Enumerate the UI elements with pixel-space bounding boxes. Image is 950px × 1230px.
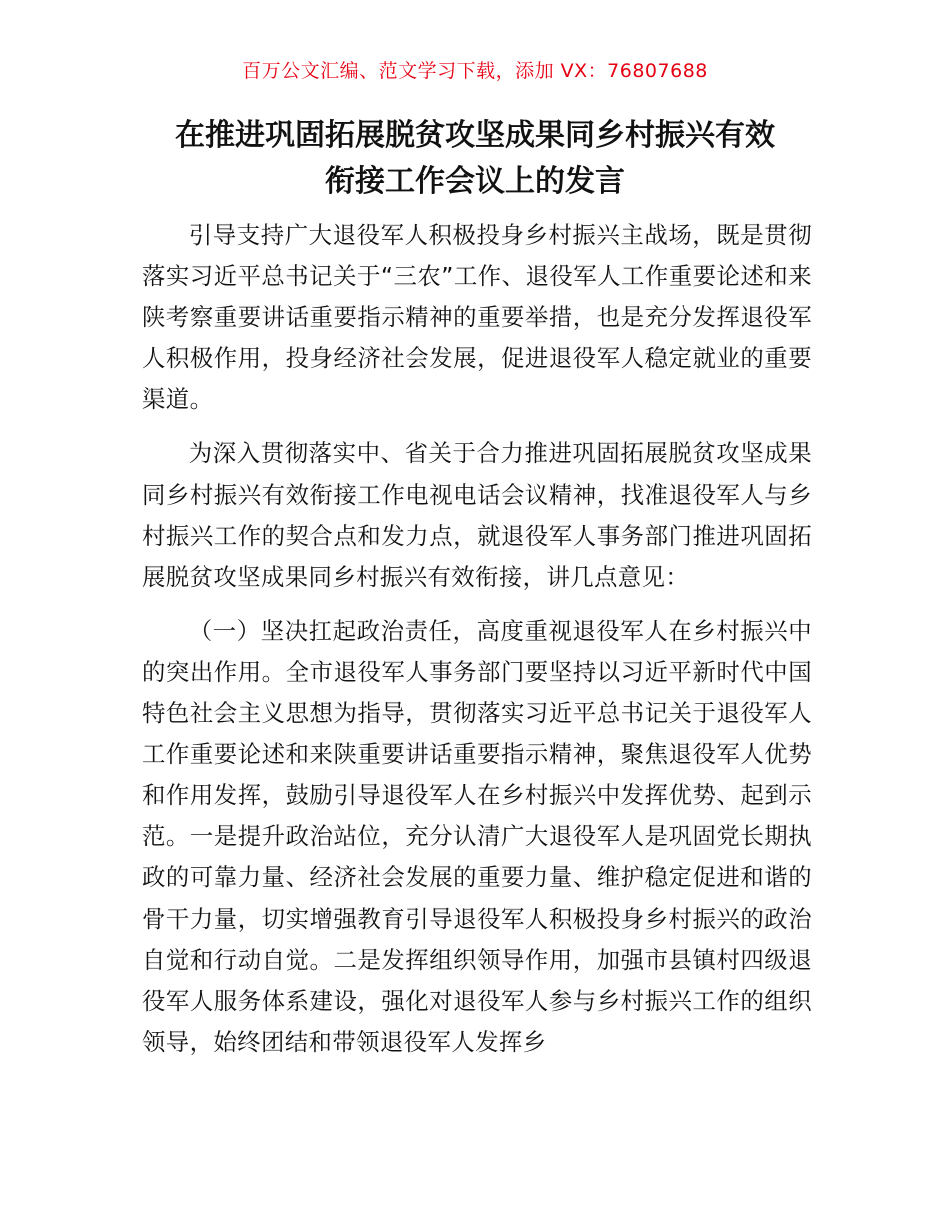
- paragraph-2: 为深入贯彻落实中、省关于合力推进巩固拓展脱贫攻坚成果同乡村振兴有效衔接工作电视电话会议精神，找准退役军人与乡村振兴工作的契合点和发力点，就退役军人事务部门推进巩固拓展脱贫攻坚成果同乡村振兴有效衔接，讲几点意见：: [142, 439, 812, 591]
- header-note: 百万公文汇编、范文学习下载，添加 VX：76807688: [242, 60, 708, 82]
- paragraph-1: 引导支持广大退役军人积极投身乡村振兴主战场，既是贯彻落实习近平总书记关于“三农”工作、退役军人工作重要论述和来陕考察重要讲话重要指示精神的重要举措，也是充分发挥退役军人积极作用，投身经济社会发展，促进退役军人稳定就业的重要渠道。: [142, 221, 812, 414]
- document-title: [100, 113, 850, 205]
- document-body: [142, 215, 812, 1076]
- paragraph-3: （一）坚决扛起政治责任，高度重视退役军人在乡村振兴中的突出作用。全市退役军人事务部门要坚持以习近平新时代中国特色社会主义思想为指导，贯彻落实习近平总书记关于退役军人工作重要论述和来陕重要讲话重要指示精神，聚焦退役军人优势和作用发挥，鼓励引导退役军人在乡村振兴中发挥优势、起到示范。一是提升政治站位，充分认清广大退役军人是巩固党长期执政的可靠力量、经济社会发展的重要力量、维护稳定促进和谐的骨干力量，切实增强教育引导退役军人积极投身乡村振兴的政治自觉和行动自觉。二是发挥组织领导作用，加强市县镇村四级退役军人服务体系建设，强化对退役军人参与乡村振兴工作的组织领导，始终团结和带领退役军人发挥乡: [142, 616, 812, 1056]
- title-line-1: 在推进巩固拓展脱贫攻坚成果同乡村振兴有效: [175, 118, 775, 153]
- title-line-2: 衔接工作会议上的发言: [325, 164, 625, 199]
